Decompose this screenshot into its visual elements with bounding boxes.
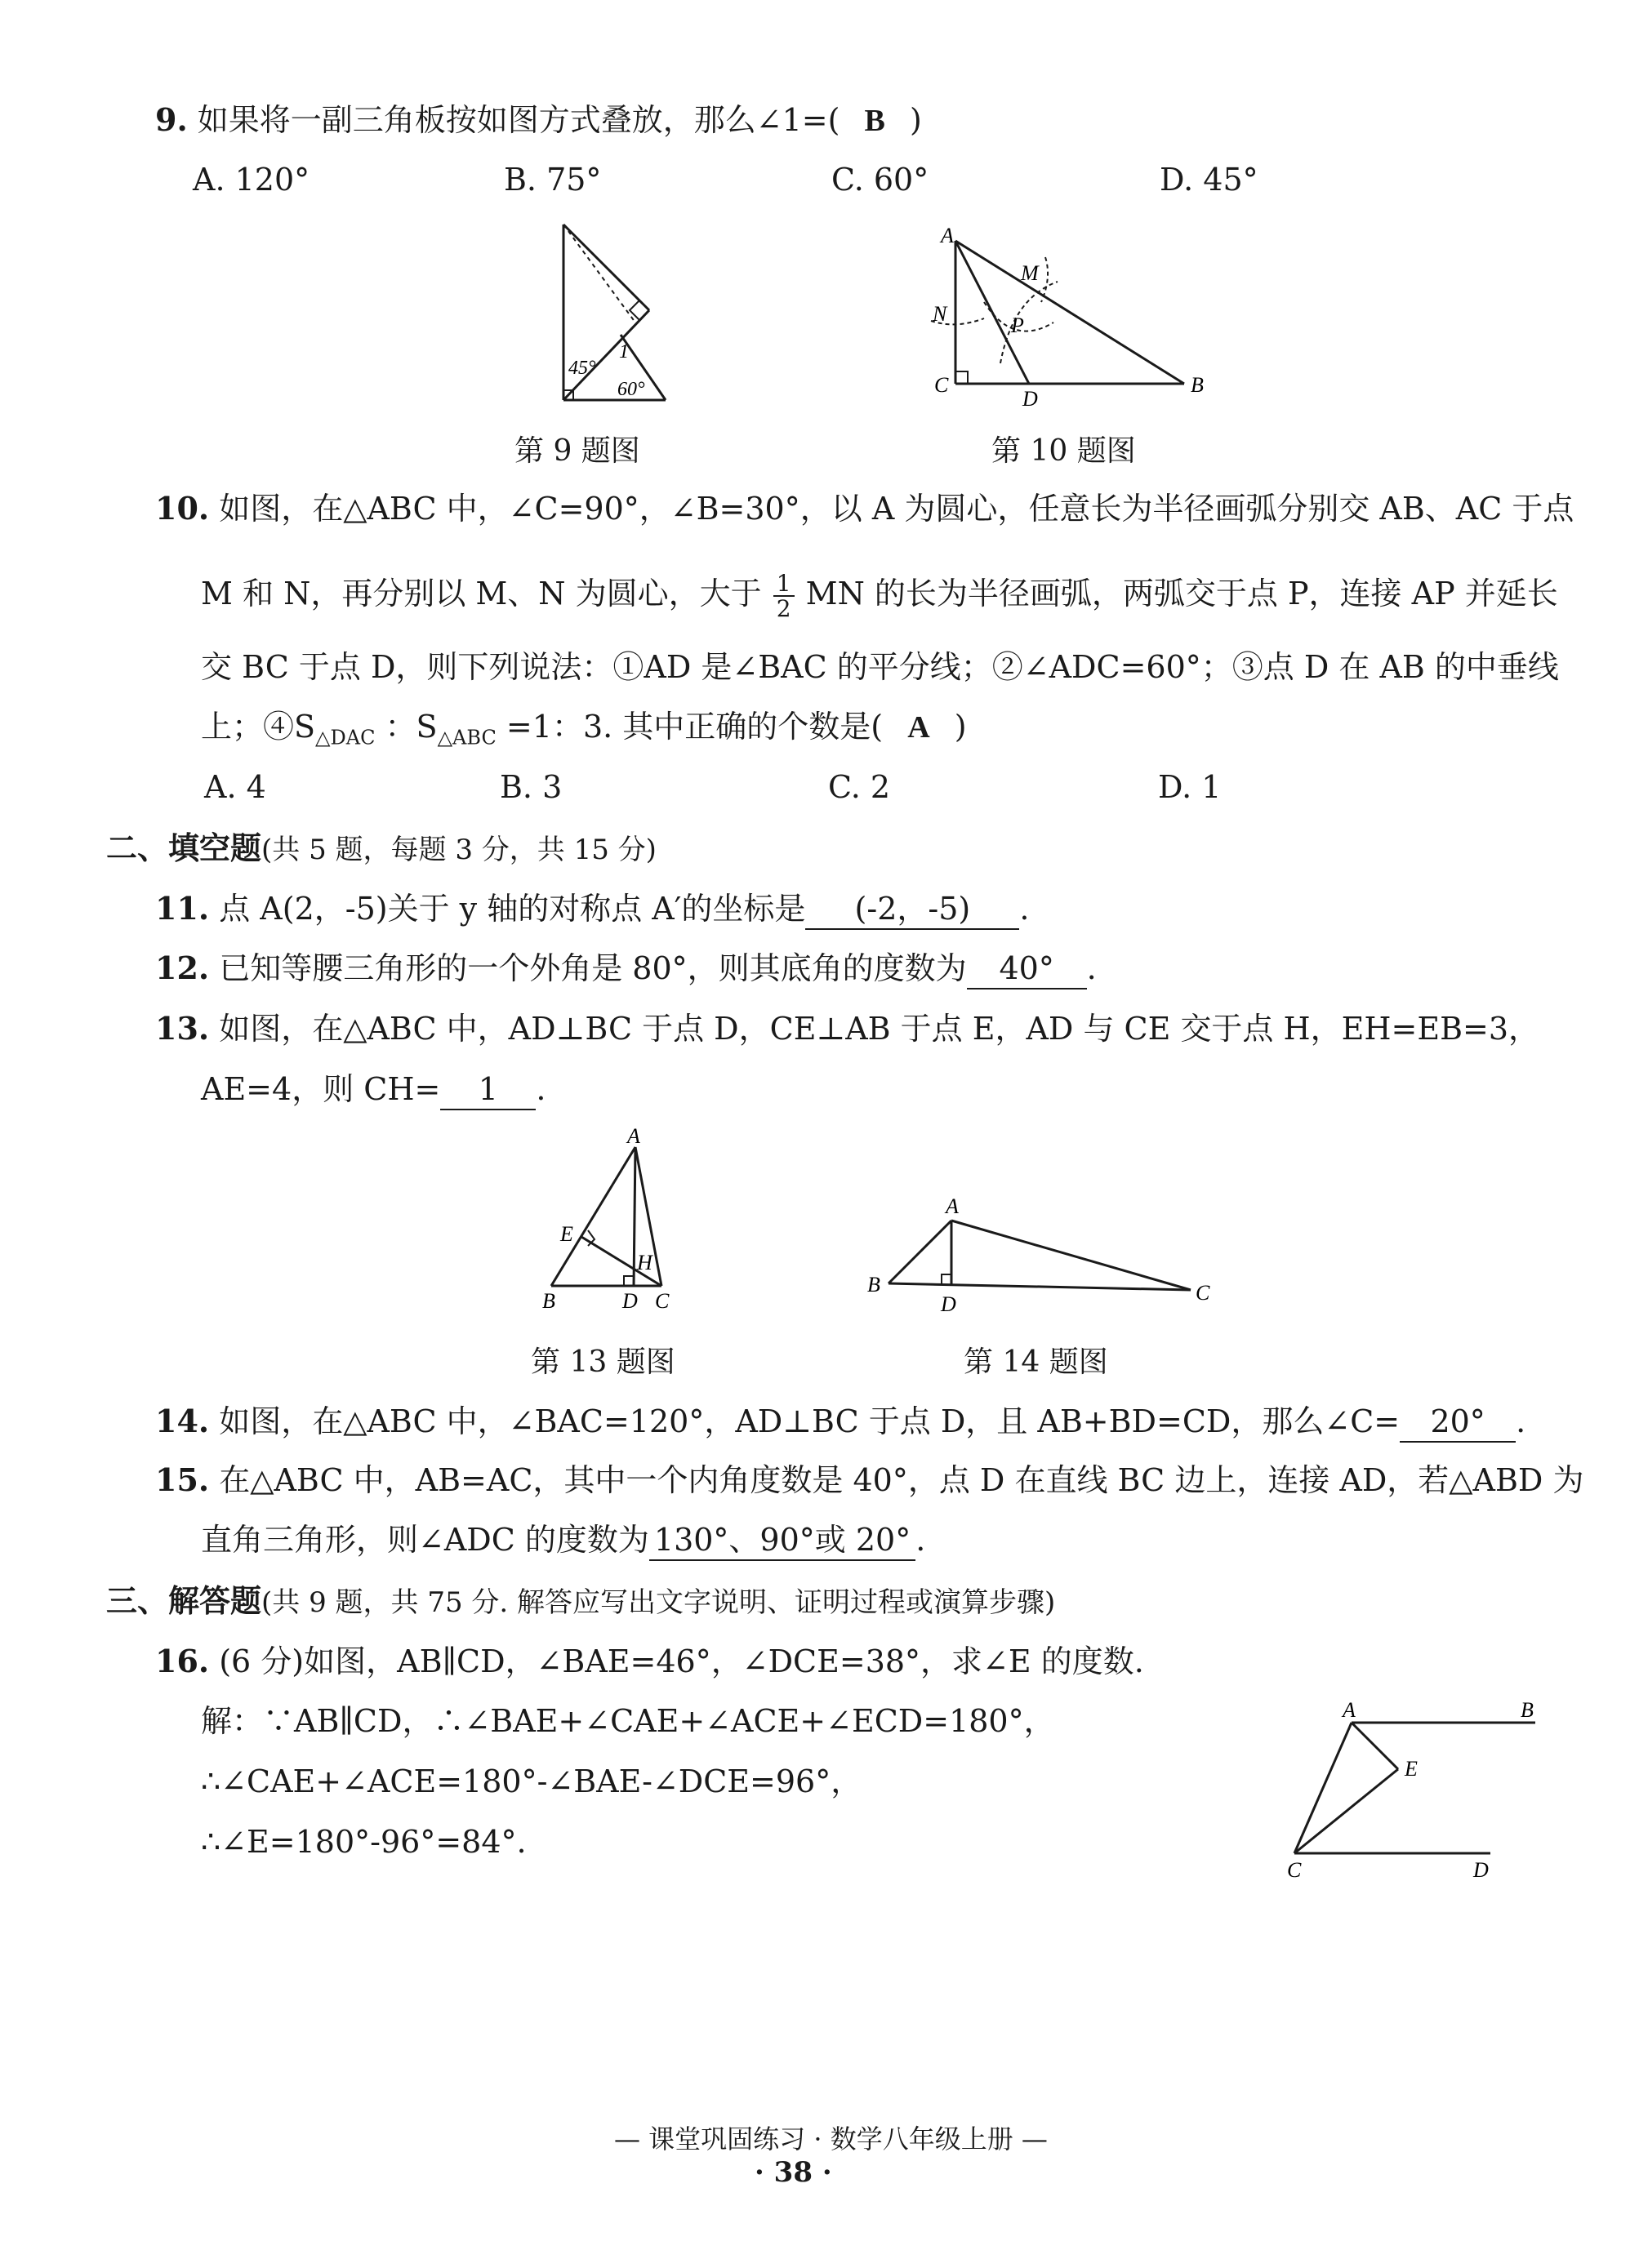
q10-sub-2: △ABC [437,726,497,749]
q13-fig-B: B [542,1289,555,1313]
q10-fig-C: C [934,373,949,397]
q13-fig-ab [551,1147,635,1286]
q10-option-a: A. 4 [204,769,266,805]
q10-fig-P: P [1011,314,1024,337]
q13-fig-ad [634,1147,635,1286]
q13-line-2 [201,1071,546,1110]
q10-option-b: B. 3 [500,769,563,805]
q9-fig-hyp-1 [563,225,649,310]
q9-caption: 第 9 题图 [514,434,640,468]
q16-fig-E: E [1405,1757,1418,1781]
q14-fig-ac [951,1221,1191,1290]
section-3-title: 三、解答题 [106,1582,262,1619]
q15-line-1 [155,1461,1583,1500]
q10-frac-bottom: 2 [776,595,791,623]
q10-line-1-text: 如图，在△ABC 中，∠C=90°，∠B=30°，以 A 为圆心，任意长为半径画弧分别交 AB、AC 于点 [219,491,1574,527]
q15-number: 15. [155,1461,210,1498]
section-2-heading [106,829,657,868]
q10-fig-A: A [941,225,954,247]
q16-fig-ec [1294,1769,1398,1853]
q14-text: 如图，在△ABC 中，∠BAC=120°，AD⊥BC 于点 D，且 AB+BD=CD，那么∠C= [219,1403,1401,1439]
q11-text: 点 A(2，-5)关于 y 轴的对称点 A′的坐标是 [219,891,806,927]
q13-fig-C: C [655,1289,670,1313]
q11 [155,890,1029,930]
q15-line-2-text: 直角三角形，则∠ADC 的度数为 [201,1522,649,1558]
section-3-heading [106,1582,1055,1621]
q12-end: . [1086,950,1097,986]
q13-line-1-text: 如图，在△ABC 中，AD⊥BC 于点 D，CE⊥AB 于点 E，AD 与 CE 交于点 H，EH=EB=3， [219,1011,1540,1047]
q10-fig-ab [955,241,1184,384]
q9-option-c: C. 60° [831,162,929,198]
q12-answer-blank: 40° [967,950,1087,989]
q13-fig-A: A [627,1127,640,1148]
q9-option-b: B. 75° [504,162,602,198]
section-3-note: (共 9 题，共 75 分. 解答应写出文字说明、证明过程或演算步骤) [261,1586,1056,1619]
section-2-note: (共 5 题，每题 3 分，共 15 分) [261,834,657,866]
q9-text: 如果将一副三角板按如图方式叠放，那么∠1=( [197,102,840,138]
q10-line-3: 交 BC 于点 D，则下列说法：①AD 是∠BAC 的平分线；②∠ADC=60°；③点 D 在 AB 的中垂线 [201,649,1559,685]
q16-fig-A: A [1343,1698,1356,1722]
q14-fig-A: A [946,1194,959,1218]
q14 [155,1403,1525,1443]
q15-line-2 [201,1522,925,1561]
q13-figure [531,1127,694,1314]
q9-number: 9. [155,101,188,138]
q10-fig-ad [955,241,1029,384]
q12-number: 12. [155,949,210,986]
q12 [155,949,1097,989]
q9-fig-label-45: 45° [568,358,596,379]
q10-fig-M: M [1021,261,1039,285]
q10-number: 10. [155,490,210,527]
q13-fig-H: H [637,1251,652,1274]
q10-fig-B: B [1191,373,1204,397]
q9-fig-label-60: 60° [617,379,645,400]
q10-close: ) [954,709,967,745]
q9-option-d: D. 45° [1160,162,1258,198]
q14-answer-blank: 20° [1400,1403,1516,1443]
q11-end: . [1019,891,1030,927]
footer-title: — 课堂巩固练习 · 数学八年级上册 — [614,2123,1048,2155]
q13-caption: 第 13 题图 [531,1345,675,1379]
q10-fraction [773,571,795,621]
q12-text: 已知等腰三角形的一个外角是 80°，则其底角的度数为 [219,950,967,986]
q9-close: ) [910,102,922,138]
q16-figure [1274,1694,1552,1890]
q14-fig-B: B [867,1273,880,1296]
q10-line-4-post: =1：3. 其中正确的个数是( [506,709,884,745]
q15-end: . [915,1522,926,1558]
q11-number: 11. [155,890,210,927]
q15-answer-blank: 130°、90°或 20° [649,1522,915,1561]
q10-option-c: C. 2 [828,769,891,805]
q10-line-1 [155,490,1574,528]
q10-figure [923,225,1217,408]
q16-stem [155,1643,1144,1681]
q14-end: . [1516,1403,1526,1439]
q14-figure [857,1192,1225,1323]
q15-line-1-text: 在△ABC 中，AB=AC，其中一个内角度数是 40°，点 D 在直线 BC 边上，连接 AD，若△ABD 为 [219,1462,1584,1498]
section-2-title: 二、填空题 [106,829,262,866]
q14-fig-C: C [1196,1281,1210,1305]
page-number: · 38 · [755,2156,832,2189]
q10-option-d: D. 1 [1158,769,1222,805]
q9-fig-label-1: 1 [619,341,629,362]
q10-line-2-pre: M 和 N，再分别以 M、N 为圆心，大于 [201,575,762,611]
q16-fig-ac [1294,1723,1352,1853]
q13-end: . [536,1071,546,1107]
q16-fig-D: D [1473,1858,1489,1882]
q13-fig-E: E [560,1222,573,1246]
q16-text: (6 分)如图，AB∥CD，∠BAE=46°，∠DCE=38°，求∠E 的度数. [219,1643,1144,1679]
q9-answer: B [864,104,885,138]
q14-number: 14. [155,1403,210,1439]
q13-answer-blank: 1 [440,1071,536,1110]
q10-line-4 [201,709,967,749]
q9-option-a: A. 120° [193,162,310,198]
q10-fig-arc-2 [1000,282,1058,363]
q9-fig-dashed [563,225,635,322]
q13-line-2-text: AE=4，则 CH= [201,1071,441,1107]
q9-stem [155,101,922,140]
q10-caption: 第 10 题图 [991,434,1136,468]
q10-fig-N: N [933,302,947,326]
q16-solution-3: ∴∠E=180°-96°=84°. [201,1824,527,1860]
q9-figure [547,212,686,408]
q16-number: 16. [155,1643,210,1679]
q10-answer: A [907,710,930,745]
q13-fig-D: D [622,1289,638,1313]
q10-line-4-mid: ：S [385,709,438,745]
q14-caption: 第 14 题图 [964,1345,1108,1379]
q10-frac-top: 1 [773,571,795,597]
q16-fig-C: C [1287,1858,1302,1882]
q13-line-1 [155,1010,1539,1048]
q16-solution-2: ∴∠CAE+∠ACE=180°-∠BAE-∠DCE=96°， [201,1763,862,1799]
q10-fig-D: D [1022,387,1038,408]
q10-sub-1: △DAC [315,726,376,749]
q16-fig-B: B [1521,1698,1534,1722]
q10-line-4-pre: 上；④S [201,709,316,745]
q16-fig-ae [1352,1723,1398,1769]
q14-fig-bc [889,1283,1191,1290]
q11-answer-blank: (-2，-5) [805,891,1019,930]
q10-line-2-post: MN 的长为半径画弧，两弧交于点 P，连接 AP 并延长 [805,575,1558,611]
q10-line-2 [201,571,1558,621]
q16-solution-1: 解：∵AB∥CD，∴∠BAE+∠CAE+∠ACE+∠ECD=180°， [201,1703,1055,1739]
q13-number: 13. [155,1010,210,1047]
q14-fig-D: D [941,1292,956,1316]
